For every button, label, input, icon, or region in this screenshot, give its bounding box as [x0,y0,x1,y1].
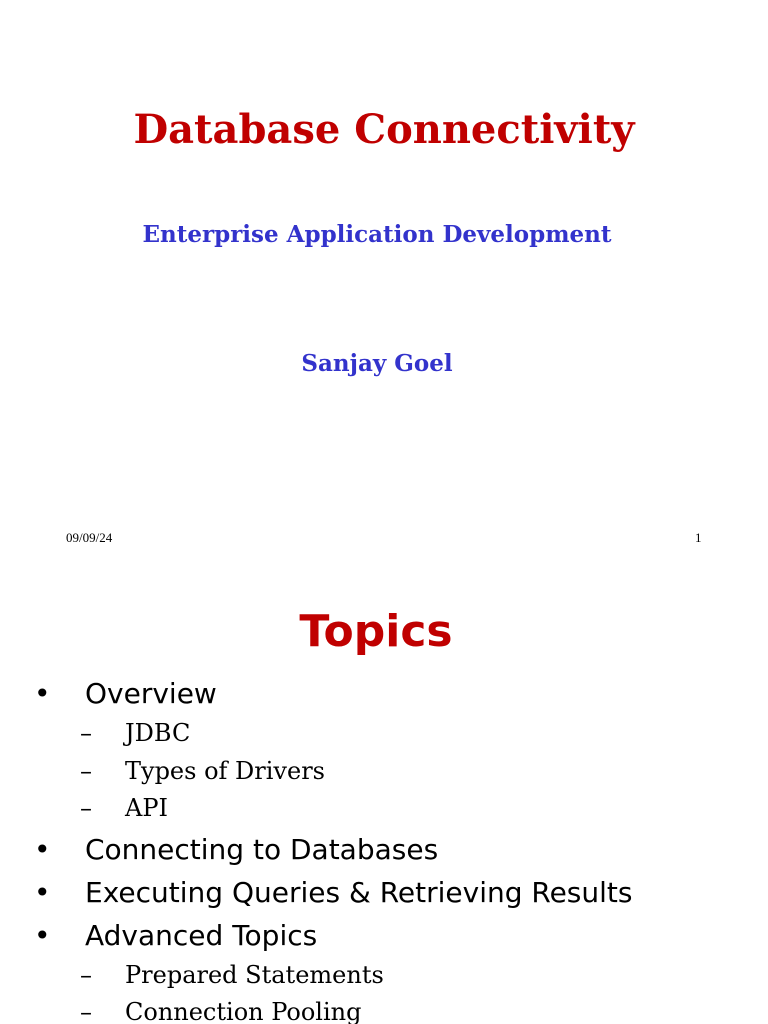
footer-page-number: 1 [695,530,702,545]
sub-bullet-mark: – [80,719,92,747]
bullet-text: Advanced Topics [85,919,318,952]
bullet-mark: • [34,919,51,952]
slide-subtitle: Enterprise Application Development [142,221,612,248]
bullet-text: Overview [85,677,217,710]
topics-slide [0,576,768,1024]
sub-bullet-text: JDBC [125,719,191,747]
slide-title: Topics [299,606,453,657]
sub-bullet-mark: – [80,998,92,1024]
sub-bullet-text: Prepared Statements [125,961,384,989]
bullet-text: Connecting to Databases [85,833,439,866]
sub-bullet-mark: – [80,794,92,822]
sub-bullet-mark: – [80,757,92,785]
bullet-mark: • [34,833,51,866]
footer-date: 09/09/24 [66,530,113,545]
author-name: Sanjay Goel [301,350,453,377]
sub-bullet-text: Connection Pooling [125,998,362,1024]
sub-bullet-text: Types of Drivers [125,757,325,785]
bullet-mark: • [34,876,51,909]
sub-bullet-text: API [125,794,168,822]
bullet-text: Executing Queries & Retrieving Results [85,876,633,909]
bullet-mark: • [34,677,51,710]
sub-bullet-mark: – [80,961,92,989]
slide-title: Database Connectivity [133,106,635,153]
